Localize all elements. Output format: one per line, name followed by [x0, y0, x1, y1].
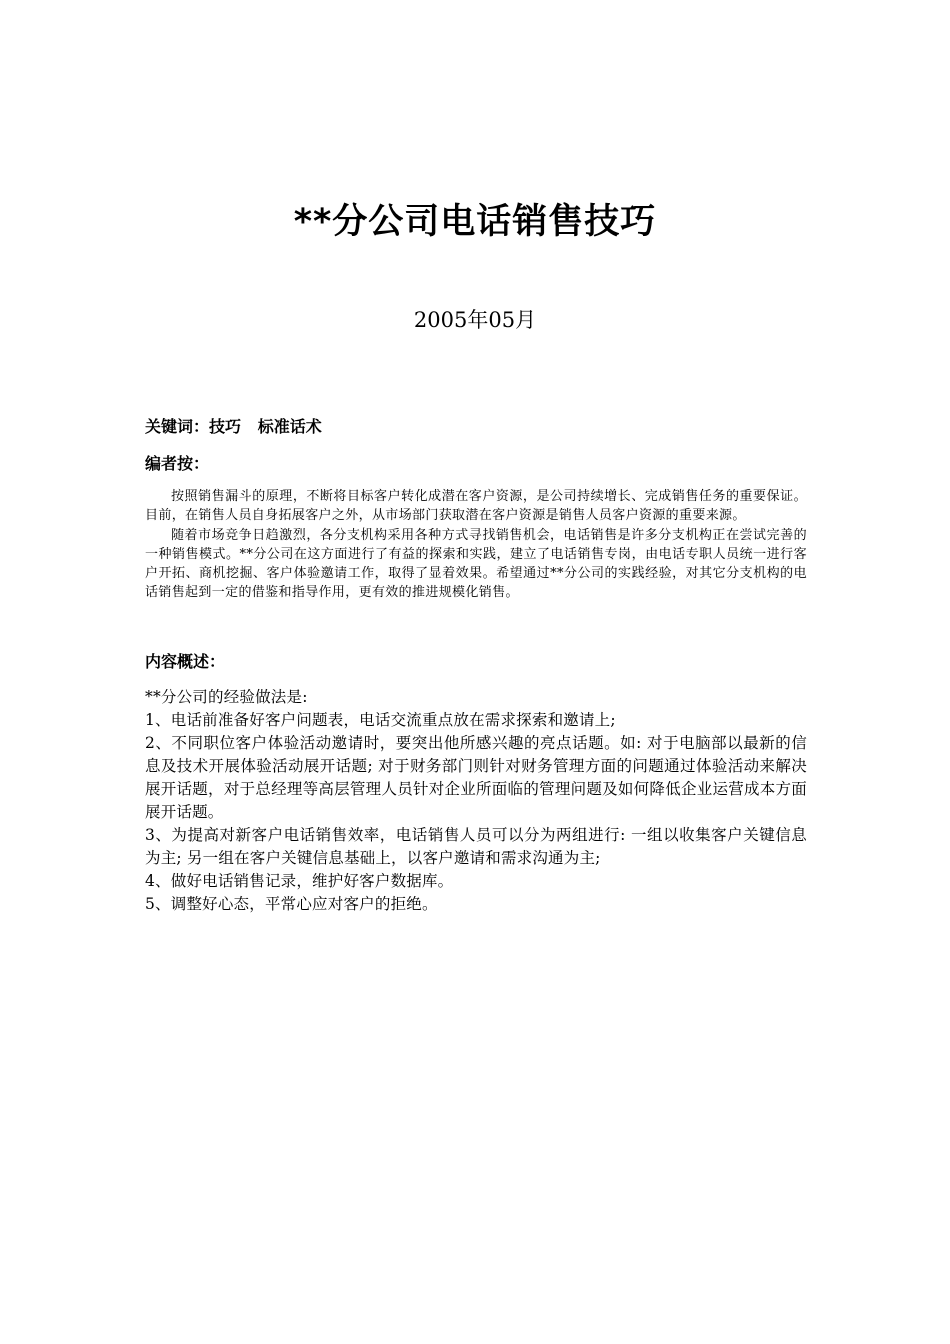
summary-line: 4、做好电话销售记录，维护好客户数据库。: [145, 872, 454, 890]
summary-line: 2、不同职位客户体验活动邀请时，要突出他所感兴趣的亮点话题。如: 对于电脑部以最新的信息及技术开展体验活动展开话题; 对于财务部门则针对财务管理方面的问题通过体验活动来解决展开话题，对于总经理等高层管理人员针对企业所面临的管理问题及如何降低企业运营成本方面展开话题。: [145, 734, 807, 821]
summary-line: **分公司的经验做法是:: [145, 688, 308, 706]
summary-heading: 内容概述：: [145, 652, 226, 671]
summary-body: [145, 686, 807, 916]
summary-line: 5、调整好心态，平常心应对客户的拒绝。: [145, 895, 438, 913]
editor-note-body: [145, 487, 807, 603]
editor-note-heading: 编者按：: [145, 454, 210, 473]
document-date: 2005年05月: [413, 308, 537, 332]
keywords-line: 关键词：技巧 标准话术: [145, 417, 322, 436]
editor-paragraph: 随着市场竞争日趋激烈，各分支机构采用各种方式寻找销售机会，电话销售是许多分支机构正在尝试完善的一种销售模式。**分公司在这方面进行了有益的探索和实践，建立了电话销售专岗，由电话专职人员统一进行客户开拓、商机挖掘、客户体验邀请工作，取得了显着效果。希望通过**分公司的实践经验，对其它分支机构的电话销售起到一定的借鉴和指导作用，更有效的推进规模化销售。: [145, 528, 807, 600]
summary-line: 1、电话前准备好客户问题表，电话交流重点放在需求探索和邀请上;: [145, 711, 616, 729]
summary-line: 3、为提高对新客户电话销售效率，电话销售人员可以分为两组进行: 一组以收集客户关键信息为主; 另一组在客户关键信息基础上，以客户邀请和需求沟通为主;: [145, 826, 807, 867]
document-title: **分公司电话销售技巧: [293, 202, 657, 242]
editor-paragraph: 按照销售漏斗的原理，不断将目标客户转化成潜在客户资源，是公司持续增长、完成销售任务的重要保证。目前，在销售人员自身拓展客户之外，从市场部门获取潜在客户资源是销售人员客户资源的重要来源。: [145, 489, 807, 523]
